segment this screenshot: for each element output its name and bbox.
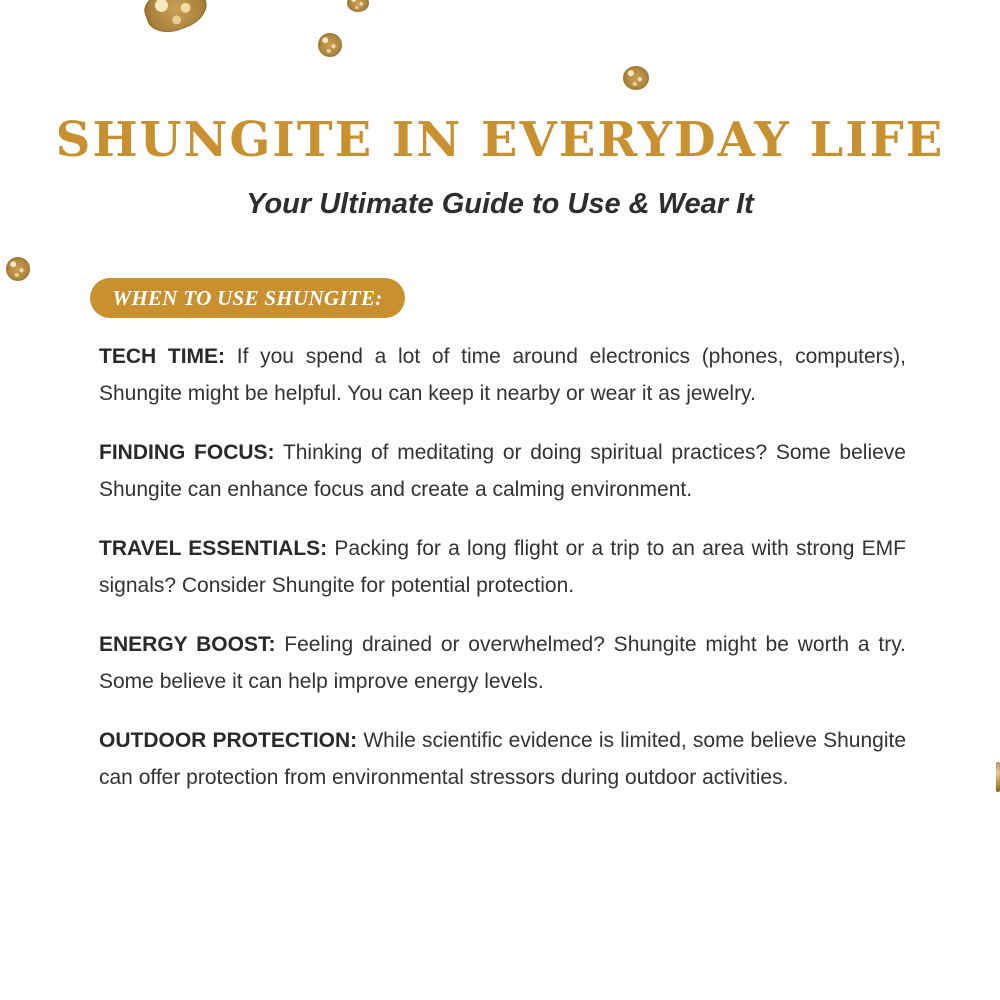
usage-item-text: Packing for a long flight or a trip to an area with strong EMF signals? Consider Shungite for potential protection. <box>99 537 906 597</box>
gold-glitter-dot-decoration <box>347 0 369 12</box>
usage-item-finding-focus <box>99 434 906 508</box>
usage-item-label: ENERGY BOOST: <box>99 633 276 656</box>
page-title: SHUNGITE IN EVERYDAY LIFE <box>55 112 945 168</box>
usage-item-label: TECH TIME: <box>99 345 226 368</box>
usage-item-travel-essentials <box>99 530 906 604</box>
usage-item-text: Feeling drained or overwhelmed? Shungite might be worth a try. Some believe it can help improve energy levels. <box>99 633 906 693</box>
usage-item-text: If you spend a lot of time around electronics (phones, computers), Shungite might be helpful. You can keep it nearby or wear it as jewelry. <box>99 345 906 405</box>
usage-item-outdoor-protection <box>99 722 906 796</box>
page-subtitle: Your Ultimate Guide to Use & Wear It <box>246 188 754 220</box>
usage-item-energy-boost <box>99 626 906 700</box>
usage-item-label: TRAVEL ESSENTIALS: <box>99 537 328 560</box>
usage-list <box>99 338 906 818</box>
gold-glitter-dot-decoration <box>6 257 30 281</box>
gold-glitter-speck-decoration <box>996 762 1000 792</box>
usage-item-tech-time <box>99 338 906 412</box>
section-label-badge: WHEN TO USE SHUNGITE: <box>90 278 405 318</box>
usage-item-label: FINDING FOCUS: <box>99 441 275 464</box>
usage-item-text: Thinking of meditating or doing spiritual practices? Some believe Shungite can enhance focus and create a calming environment. <box>99 441 906 501</box>
gold-glitter-star-decoration <box>140 0 213 39</box>
usage-item-text: While scientific evidence is limited, some believe Shungite can offer protection from environmental stressors during outdoor activities. <box>99 729 907 789</box>
gold-glitter-dot-decoration <box>623 66 649 90</box>
gold-glitter-dot-decoration <box>318 33 342 57</box>
usage-item-label: OUTDOOR PROTECTION: <box>99 729 358 752</box>
